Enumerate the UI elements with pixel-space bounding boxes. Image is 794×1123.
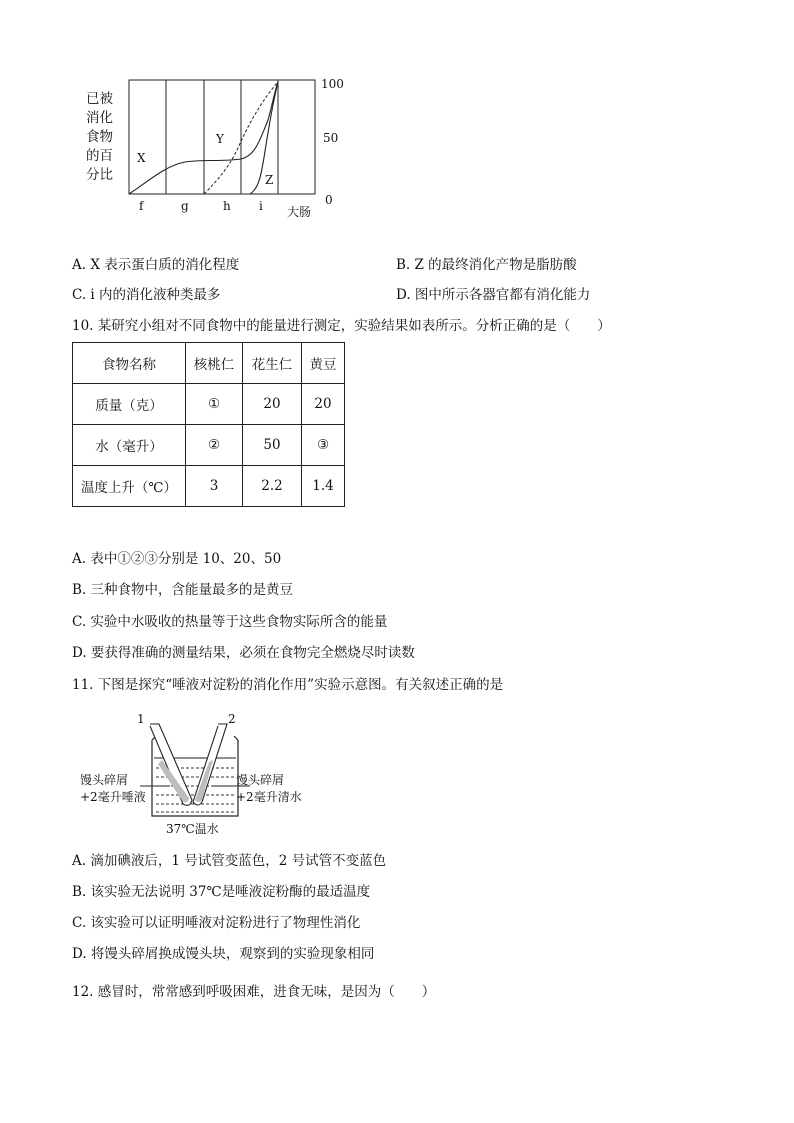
curve-label-y: Y [216, 132, 224, 146]
q9-option-a[interactable]: A. X 表示蛋白质的消化程度 [72, 257, 240, 273]
q11-option-d[interactable]: D. 将馒头碎屑换成馒头块，观察到的实验现象相同 [72, 946, 375, 962]
y-tick-0: 0 [325, 193, 333, 207]
x-label-i: i [259, 199, 263, 213]
q10-option-d[interactable]: D. 要获得准确的测量结果，必须在食物完全燃烧尽时读数 [72, 645, 415, 661]
table-cell: 1.4 [302, 466, 345, 507]
tube-1-label: 1 [137, 712, 145, 726]
energy-table [72, 342, 345, 507]
q11-stem: 11. 下图是探究“唾液对淀粉的消化作用”实验示意图。有关叙述正确的是 [72, 677, 504, 693]
table-cell: 3 [186, 466, 243, 507]
tube-2-label: 2 [228, 712, 236, 726]
table-cell: 2.2 [243, 466, 302, 507]
q11-option-b[interactable]: B. 该实验无法说明 37℃是唾液淀粉酶的最适温度 [72, 884, 371, 900]
chart-ylabel: 已被 消化 食物 的百 分比 [86, 91, 113, 183]
warm-water-label: 37℃温水 [166, 822, 219, 836]
table-cell: 20 [302, 384, 345, 425]
x-label-h: h [223, 199, 231, 213]
table-header-row [73, 343, 345, 384]
table-row [73, 425, 345, 466]
y-tick-50: 50 [323, 131, 339, 145]
q10-option-b[interactable]: B. 三种食物中，含能量最多的是黄豆 [72, 582, 294, 598]
table-cell: ③ [302, 425, 345, 466]
table-header: 核桃仁 [186, 343, 243, 384]
beaker-svg [140, 712, 250, 822]
curve-z [250, 82, 278, 194]
y-tick-100: 100 [321, 77, 344, 91]
curve-label-x: X [137, 151, 146, 165]
table-cell: 质量（克） [73, 384, 186, 425]
q12-stem: 12. 感冒时，常常感到呼吸困难，进食无味，是因为（ ） [72, 984, 436, 1000]
curve-label-z: Z [265, 173, 274, 187]
x-label-f: f [139, 199, 144, 213]
table-cell: 温度上升（℃） [73, 466, 186, 507]
table-header: 食物名称 [73, 343, 186, 384]
x-label-large-intestine: 大肠 [287, 205, 312, 219]
table-cell: 水（毫升） [73, 425, 186, 466]
tube-2-contents-label: 馒头碎屑 +2毫升清水 [236, 773, 302, 804]
q9-option-c[interactable]: C. i 内的消化液种类最多 [72, 287, 221, 303]
q10-option-a[interactable]: A. 表中①②③分别是 10、20、50 [72, 551, 282, 567]
table-row [73, 384, 345, 425]
x-label-g: g [181, 199, 189, 213]
table-header: 花生仁 [243, 343, 302, 384]
chart-svg [120, 70, 350, 220]
tube-1-contents-label: 馒头碎屑 +2毫升唾液 [80, 773, 146, 804]
table-cell: ① [186, 384, 243, 425]
q11-option-a[interactable]: A. 滴加碘液后，1 号试管变蓝色，2 号试管不变蓝色 [72, 853, 387, 869]
table-cell: ② [186, 425, 243, 466]
table-row [73, 466, 345, 507]
q10-stem: 10. 某研究小组对不同食物中的能量进行测定，实验结果如表所示。分析正确的是（ ） [72, 318, 611, 334]
q11-option-c[interactable]: C. 该实验可以证明唾液对淀粉进行了物理性消化 [72, 915, 361, 931]
test-tube-1 [150, 724, 192, 805]
table-cell: 20 [243, 384, 302, 425]
table-cell: 50 [243, 425, 302, 466]
q10-option-c[interactable]: C. 实验中水吸收的热量等于这些食物实际所含的能量 [72, 614, 388, 630]
q9-option-d[interactable]: D. 图中所示各器官都有消化能力 [396, 287, 591, 303]
table-header: 黄豆 [302, 343, 345, 384]
q9-option-b[interactable]: B. Z 的最终消化产物是脂肪酸 [396, 257, 577, 273]
